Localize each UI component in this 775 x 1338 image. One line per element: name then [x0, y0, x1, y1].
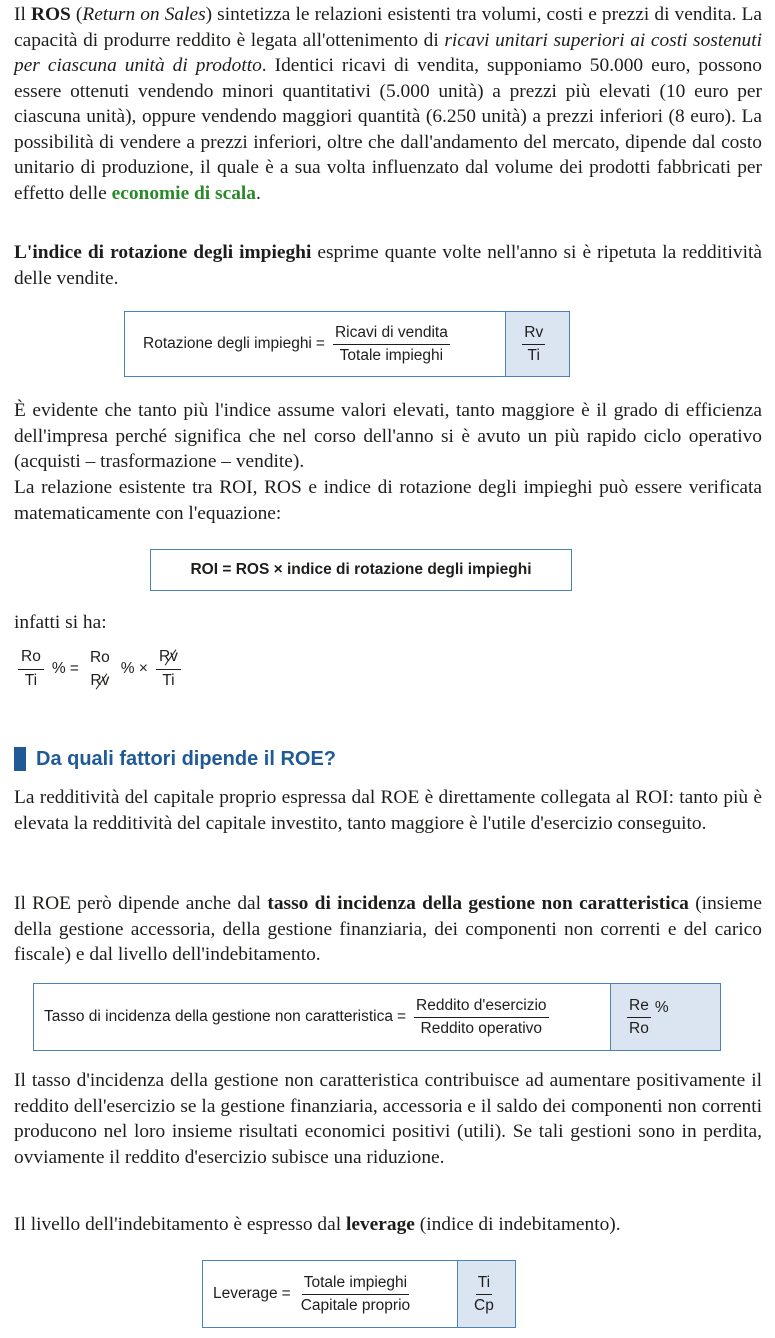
section-heading-roe: Da quali fattori dipende il ROE? — [14, 747, 336, 771]
paragraph-roe: La redditività del capitale proprio espressa dal ROE è direttamente collegata al ROI: tanto più è elevata la redditività del capitale investito, tanto maggiore è l'utile d'esercizio conseguito. — [14, 787, 762, 834]
formula-leverage-fraction: $\frac{\text{Totale impieghi}}{\text{Capitale proprio}}$ — [300, 1273, 411, 1314]
formula-leverage-abbrev: $\frac{Ti}{Cp}$ — [457, 1261, 515, 1327]
equation-roi-breakdown: $\frac{Ro}{Ti}$ % = Ro Rv % × $\frac{Rv}{Ti}$ — [18, 648, 185, 690]
paragraph-rotazione: L'indice di rotazione degli impieghi esprime quante volte nell'anno si è ripetuta la redditività delle vendite. — [14, 242, 762, 289]
formula-incidenza-label: Tasso di incidenza della gestione non caratteristica — [44, 1008, 393, 1025]
fraction-rv-ti: $\frac{Rv}{Ti}$ — [156, 648, 181, 690]
formula-leverage-label: Leverage — [213, 1285, 278, 1302]
paragraph-efficienza: È evidente che tanto più l'indice assume valori elevati, tanto maggiore è il grado di efficienza dell'impresa perché significa che nel corso dell'anno si è avuto un più rapido ciclo operativo (acquisti – trasformazione – vendite). — [14, 400, 762, 472]
paragraph-leverage: Il livello dell'indebitamento è espresso dal leverage (indice di indebitamento). — [14, 1214, 621, 1235]
paragraph-incidenza: Il ROE però dipende anche dal tasso di incidenza della gestione non caratteristica (insieme della gestione accessoria, della gestione finanziaria, dei componenti non correnti e del carico fiscale) e dal livello dell'indebitamento. — [14, 893, 762, 965]
paragraph-infatti: infatti si ha: — [14, 612, 107, 633]
heading-square-icon — [14, 747, 26, 771]
term-ros: ROS — [30, 4, 71, 25]
term-economie-di-scala: economie di scala — [111, 182, 256, 204]
formula-rotazione-main: Rotazione degli impieghi = $\frac{\text{Ricavi di vendita}}{\text{Totale impieghi}}$ — [143, 323, 448, 364]
formula-roi-box — [150, 549, 572, 591]
paragraph-tasso-effetti: Il tasso d'incidenza della gestione non caratteristica contribuisce ad aumentare positivamente il reddito dell'esercizio se la gestione finanziaria, accessoria e il saldo dei componenti non correnti producono nel loro insieme risultati economici positivi (utili). Se tali gestioni sono in perdita, ovviamente il reddito d'esercizio subisce una riduzione. — [14, 1070, 762, 1168]
formula-leverage-box — [202, 1260, 516, 1328]
term-rotazione: L'indice di rotazione degli impieghi — [14, 242, 312, 263]
formula-rotazione-label: Rotazione degli impieghi — [143, 335, 312, 352]
formula-leverage-main: Leverage = $\frac{\text{Totale impieghi}}{\text{Capitale proprio}}$ — [213, 1273, 411, 1314]
formula-rotazione-abbrev: $\frac{Rv}{Ti}$ — [505, 312, 569, 376]
formula-incidenza-fraction: $\frac{\text{Reddito d'esercizio}}{\text{Reddito operativo}}$ — [416, 996, 547, 1037]
formula-roi-text: ROI = ROS × indice di rotazione degli impieghi — [190, 561, 532, 578]
paragraph-ros: Il ROS (Return on Sales) sintetizza le relazioni esistenti tra volumi, costi e prezzi di vendita. La capacità di produrre reddito è legata all'ottenimento di ricavi unitari superiori ai costi sostenuti per ciascuna unità di prodotto. Identici ricavi di vendita, supponiamo 50.000 euro, possono essere ottenuti vendendo minori quantitativi (5.000 unità) a prezzi più elevati (10 euro per ciascuna unità), oppure vendendo maggiori quantità (6.250 unità) a prezzi inferiori (8 euro). La possibilità di vendere a prezzi inferiori, oltre che dall'andamento del mercato, dipende dal costo unitario di produzione, il quale è a sua volta influenzato dal volume dei prodotti fabbricati per effetto delle economie di scala. — [14, 4, 762, 204]
fraction-ro-rv: Ro Rv — [89, 648, 110, 689]
term-leverage: leverage — [345, 1214, 415, 1235]
fraction-ro-ti: $\frac{Ro}{Ti}$ — [18, 648, 44, 690]
formula-incidenza-abbrev: $\frac{Re}{Ro}$ % — [610, 984, 720, 1050]
formula-incidenza-main: Tasso di incidenza della gestione non caratteristica = $\frac{\text{Reddito d'esercizio}}{\text{Reddito operativo}}$ — [44, 996, 547, 1037]
emphasis-ricavi: ricavi unitari superiori ai costi sostenuti per ciascuna unità di prodotto — [14, 29, 762, 76]
formula-rotazione-fraction: $\frac{\text{Ricavi di vendita}}{\text{Totale impieghi}}$ — [334, 323, 448, 364]
formula-incidenza-box — [33, 983, 721, 1051]
term-tasso-incidenza: tasso di incidenza della gestione non caratteristica — [267, 893, 689, 914]
formula-rotazione-box — [124, 311, 570, 377]
paragraph-relazione: La relazione esistente tra ROI, ROS e indice di rotazione degli impieghi può essere verificata matematicamente con l'equazione: — [14, 477, 762, 524]
